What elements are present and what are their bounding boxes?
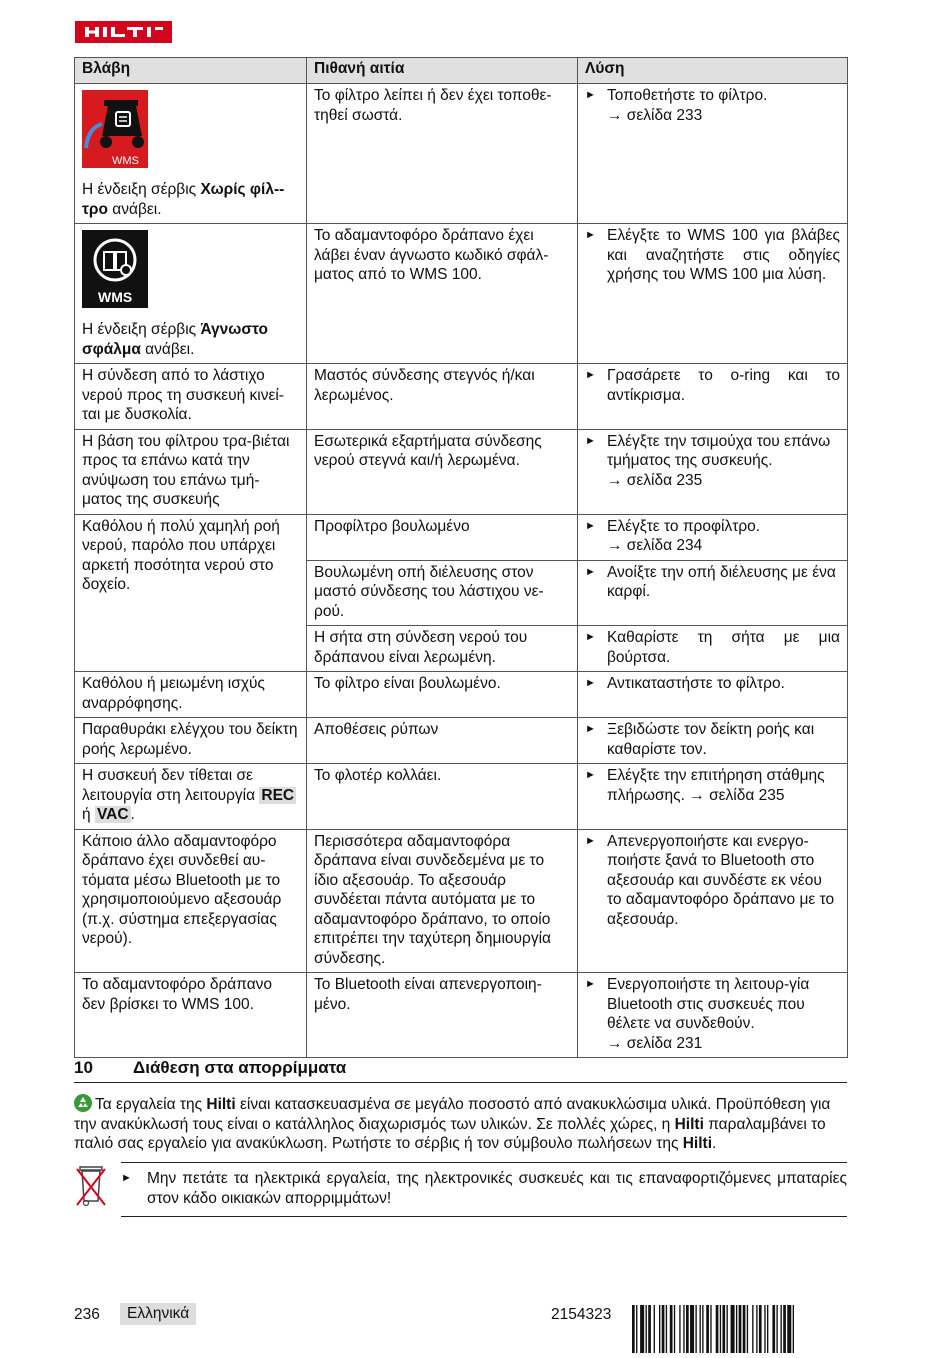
fault-text: Η συσκευή δεν τίθεται σε λειτουργία στη λειτουργία xyxy=(82,767,260,804)
solution-text: Ανοίξτε την οπή διέλευσης με ένα καρφί. xyxy=(607,563,836,600)
cause-cell: Βουλωμένη οπή διέλευσης στον μαστό σύνδεσης του λάστιχου νε-ρού. xyxy=(307,560,578,626)
solution-cell xyxy=(578,364,848,430)
solution-text: Ενεργοποιήστε τη λειτουρ-γία Bluetooth στις συσκευές που θέλετε να συνδεθούν. xyxy=(607,976,810,1032)
solution-cell xyxy=(578,718,848,764)
solution-cell xyxy=(578,829,848,973)
bullet-arrow-icon: ► xyxy=(585,978,596,990)
fault-cell xyxy=(75,224,307,364)
cause-cell: Το αδαμαντοφόρο δράπανο έχει λάβει έναν άγνωστο κωδικό σφάλ-ματος από το WMS 100. xyxy=(307,224,578,364)
crossed-bin-icon xyxy=(74,1163,108,1209)
wms-label: WMS xyxy=(98,289,133,305)
fault-cell: Παραθυράκι ελέγχου του δείκτη ροής λερωμένο. xyxy=(75,718,307,764)
paragraph-text: είναι κατασκευασμένα σε μεγάλο ποσοστό από ανακυκλώσιμα υλικά. Προϋπόθεση για την ανακύκλωσή τους είναι ο κατάλληλος διαχωρισμός των υλικών. Σε πολλές χώρες, η xyxy=(74,1096,831,1133)
rec-mode-label: REC xyxy=(261,786,295,804)
disposal-warning xyxy=(121,1169,847,1208)
divider xyxy=(121,1216,847,1217)
solution-text: Ελέγξτε το WMS 100 για βλάβες και αναζητήστε στις οδηγίες χρήσης του WMS 100 μια λύση. xyxy=(607,227,840,283)
fault-cell xyxy=(75,84,307,224)
language-label: Ελληνικά xyxy=(120,1303,196,1325)
bullet-arrow-icon: ► xyxy=(585,369,596,381)
wms-unknown-error-icon xyxy=(82,230,148,308)
fault-cell: Καθόλου ή πολύ χαμηλή ροή νερού, παρόλο που υπάρχει αρκετή ποσότητα νερού στο δοχείο. xyxy=(75,514,307,672)
fault-cell: Το αδαμαντοφόρο δράπανο δεν βρίσκει το WMS 100. xyxy=(75,973,307,1058)
bullet-arrow-icon: ► xyxy=(585,631,596,643)
solution-cell xyxy=(578,429,848,514)
cause-cell: Το Bluetooth είναι απενεργοποιη-μένο. xyxy=(307,973,578,1058)
cause-cell: Μαστός σύνδεσης στεγνός ή/και λερωμένος. xyxy=(307,364,578,430)
fault-text-end: . xyxy=(130,806,135,823)
fault-cell xyxy=(75,764,307,830)
bullet-arrow-icon: ► xyxy=(585,723,596,735)
solution-cell xyxy=(578,672,848,718)
paragraph-text: Τα εργαλεία της xyxy=(95,1096,207,1113)
fault-text-end: ανάβει. xyxy=(107,200,162,218)
fault-text-end: ανάβει. xyxy=(140,340,195,358)
recycle-icon xyxy=(74,1094,92,1112)
paragraph-text: παραλαμβάνει το παλιό σας εργαλείο για ανακύκλωση. Ρωτήστε το σέρβις ή τον σύμβουλο πωλήσεων της xyxy=(74,1115,826,1152)
solution-text: Τοποθετήστε το φίλτρο. xyxy=(607,87,768,104)
bullet-arrow-icon: ► xyxy=(585,519,596,532)
table-row xyxy=(75,829,848,973)
header-fault: Βλάβη xyxy=(75,58,307,84)
section-heading xyxy=(74,1058,847,1083)
table-row xyxy=(75,514,848,560)
solution-text: Ελέγξτε την επιτήρηση στάθμης πλήρωσης. xyxy=(607,767,825,804)
cause-cell: Περισσότερα αδαμαντοφόρα δράπανα είναι συνδεδεμένα με το ίδιο αξεσουάρ. Το αξεσουάρ συνδέεται πάντα αυτόματα με το αδαμαντοφόρο δράπανο, το οποίο επιτρέπει την ταχύτερη δημιουργία σύνδεσης. xyxy=(307,829,578,973)
fault-cell: Η βάση του φίλτρου τρα-βιέται προς τα επάνω κατά την ανύψωση του επάνω τμή-ματος της συσκευής xyxy=(75,429,307,514)
disposal-paragraph xyxy=(74,1094,849,1154)
section-title: Διάθεση στα απορρίμματα xyxy=(133,1058,347,1077)
table-row xyxy=(75,429,848,514)
solution-text: Ελέγξτε το προφίλτρο. xyxy=(607,517,761,535)
solution-cell xyxy=(578,560,848,626)
cause-cell: Εσωτερικά εξαρτήματα σύνδεσης νερού στεγνά και/ή λερωμένα. xyxy=(307,429,578,514)
bullet-arrow-icon: ► xyxy=(585,677,596,689)
vac-mode-label: VAC xyxy=(96,806,129,823)
table-row xyxy=(75,672,848,718)
page-reference[interactable]: → σελίδα 234 xyxy=(607,537,703,554)
page-reference[interactable]: → σελίδα 231 xyxy=(607,1034,703,1052)
brand-name: Hilti xyxy=(674,1115,704,1133)
fault-text: Η ένδειξη σέρβις xyxy=(82,181,201,198)
page-reference[interactable]: → σελίδα 233 xyxy=(607,106,703,124)
troubleshooting-table xyxy=(74,57,848,1058)
solution-cell xyxy=(578,84,848,224)
cause-cell: Αποθέσεις ρύπων xyxy=(307,718,578,764)
table-row xyxy=(75,764,848,830)
fault-cell: Κάποιο άλλο αδαμαντοφόρο δράπανο έχει συνδεθεί αυ-τόματα μέσω Bluetooth με το χρησιμοποιούμενο αξεσουάρ (π.χ. σύστημα επεξεργασίας νερού). xyxy=(75,829,307,973)
bullet-arrow-icon: ► xyxy=(121,1172,132,1184)
table-header-row xyxy=(75,58,848,84)
bullet-arrow-icon: ► xyxy=(585,229,596,241)
fault-text: Η ένδειξη σέρβις xyxy=(82,321,201,338)
barcode xyxy=(632,1305,847,1353)
solution-cell xyxy=(578,973,848,1058)
solution-text: Αντικαταστήστε το φίλτρο. xyxy=(607,675,785,692)
table-row xyxy=(75,224,848,364)
paragraph-text: . xyxy=(712,1135,717,1152)
table-row xyxy=(75,718,848,764)
fault-bold: Άγνωστο σφάλμα xyxy=(82,321,268,358)
page-number: 236 xyxy=(74,1306,100,1323)
solution-cell xyxy=(578,626,848,672)
cause-cell: Το φίλτρο είναι βουλωμένο. xyxy=(307,672,578,718)
header-solution: Λύση xyxy=(578,58,848,84)
table-row xyxy=(75,84,848,224)
fault-cell: Η σύνδεση από το λάστιχο νερού προς τη συσκευή κινεί-ται με δυσκολία. xyxy=(75,364,307,430)
solution-text: Απενεργοποιήστε και ενεργο-ποιήστε ξανά το Bluetooth στο αξεσουάρ και συνδέστε εκ νέου το αδαμαντοφόρο δράπανο με το αξεσουάρ. xyxy=(607,832,835,928)
wms-no-filter-icon xyxy=(82,90,148,168)
fault-cell: Καθόλου ή μειωμένη ισχύς αναρρόφησης. xyxy=(75,672,307,718)
bullet-arrow-icon: ► xyxy=(585,89,596,101)
bullet-arrow-icon: ► xyxy=(585,434,596,447)
cause-cell: Το φλοτέρ κολλάει. xyxy=(307,764,578,830)
solution-text: Γρασάρετε το o-ring και το αντίκρισμα. xyxy=(607,367,840,404)
solution-text: Καθαρίστε τη σήτα με μια βούρτσα. xyxy=(607,629,840,666)
table-row xyxy=(75,364,848,430)
cause-cell: Προφίλτρο βουλωμένο xyxy=(307,514,578,560)
solution-cell xyxy=(578,764,848,830)
bullet-arrow-icon: ► xyxy=(585,834,596,847)
hilti-logo xyxy=(75,21,172,43)
warning-text: Μην πετάτε τα ηλεκτρικά εργαλεία, της ηλεκτρονικές συσκευές και τις επαναφορτιζόμενες μπαταρίες στον κάδο οικιακών απορριμμάτων! xyxy=(147,1170,847,1207)
solution-cell xyxy=(578,514,848,560)
section-number: 10 xyxy=(74,1058,93,1077)
wms-label: WMS xyxy=(112,155,139,167)
header-cause: Πιθανή αιτία xyxy=(307,58,578,84)
document-code: 2154323 xyxy=(551,1306,612,1323)
brand-name: Hilti xyxy=(206,1096,236,1113)
solution-text: Ελέγξτε την τσιμούχα του επάνω τμήματος της συσκευής. xyxy=(607,432,831,469)
bullet-arrow-icon: ► xyxy=(585,769,596,781)
bullet-arrow-icon: ► xyxy=(585,565,596,578)
fault-bold: Χωρίς φίλ-τρο xyxy=(82,181,285,218)
table-row xyxy=(75,973,848,1058)
divider xyxy=(121,1162,847,1163)
solution-cell xyxy=(578,224,848,364)
brand-name: Hilti xyxy=(682,1135,713,1152)
page-reference[interactable]: → σελίδα 235 xyxy=(689,786,785,804)
cause-cell: Η σήτα στη σύνδεση νερού του δράπανου είναι λερωμένη. xyxy=(307,626,578,672)
fault-text-mid: ή xyxy=(82,806,95,823)
page-reference[interactable]: → σελίδα 235 xyxy=(607,471,703,489)
cause-cell: Το φίλτρο λείπει ή δεν έχει τοποθε-τηθεί σωστά. xyxy=(307,84,578,224)
solution-text: Ξεβιδώστε τον δείκτη ροής και καθαρίστε τον. xyxy=(607,721,815,758)
